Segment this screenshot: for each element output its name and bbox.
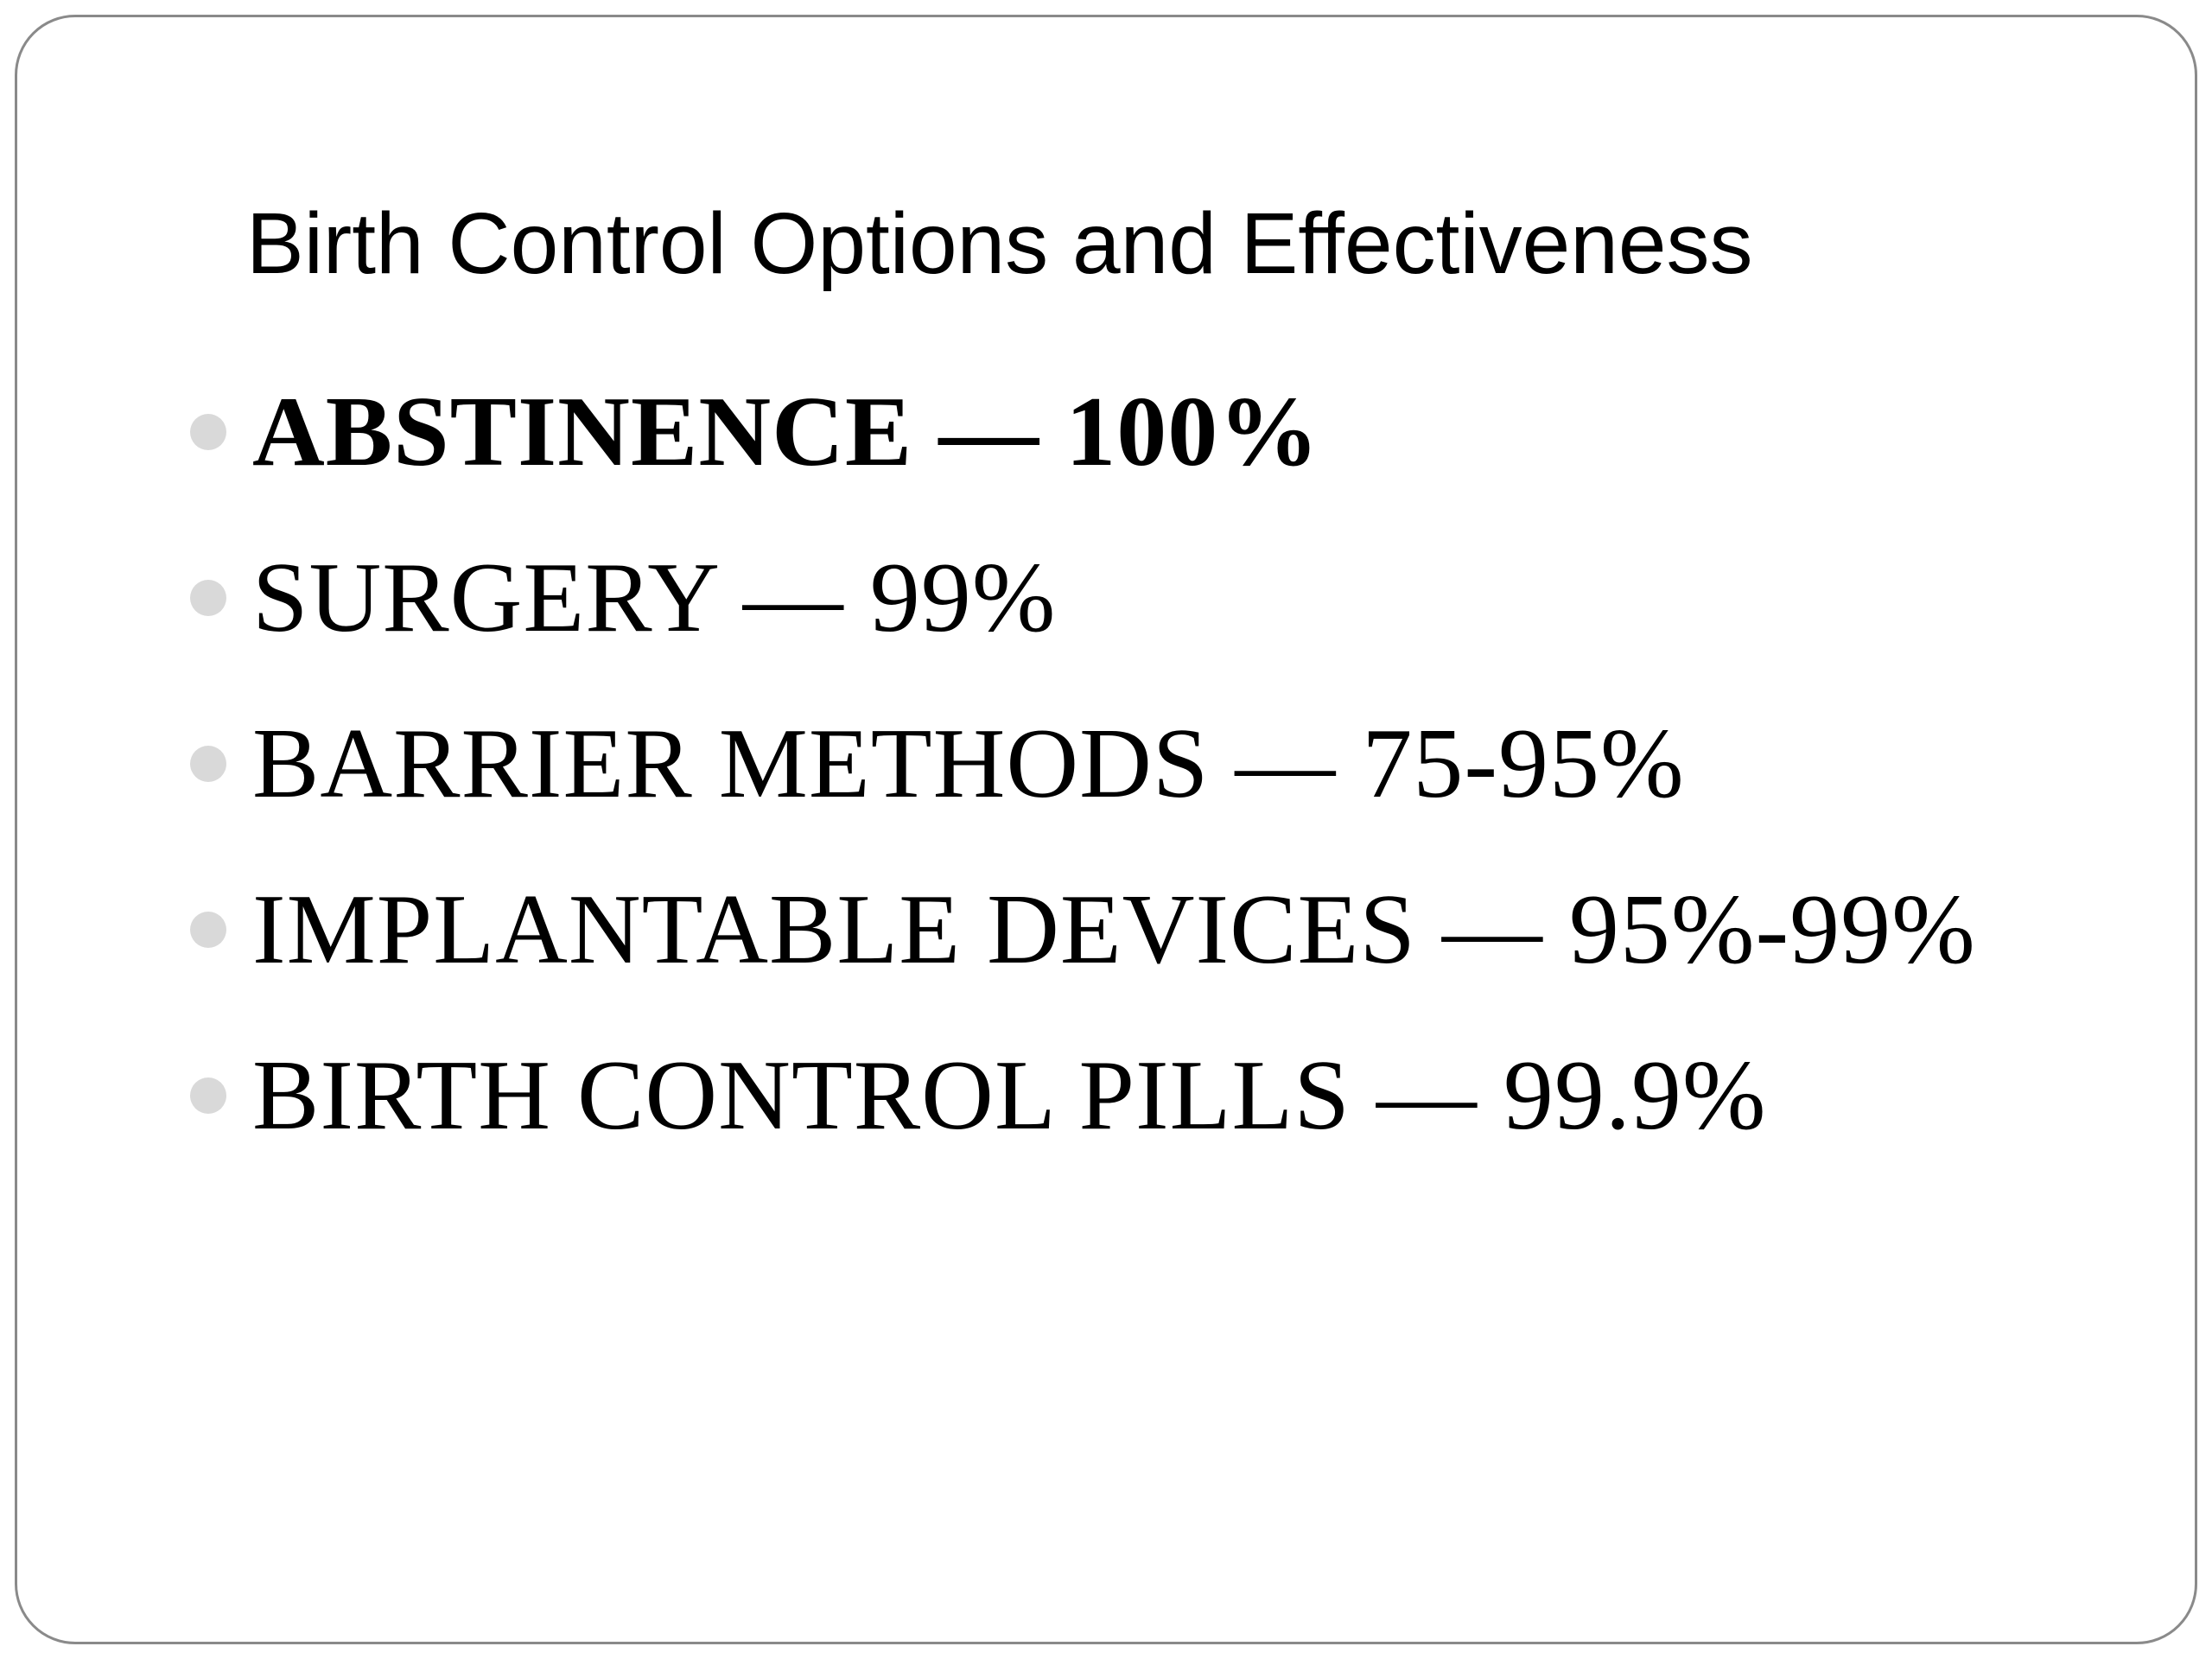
bullet-dot-icon — [190, 580, 226, 616]
list-item-text: ABSTINENCE — 100% — [252, 377, 1320, 487]
list-item-text: SURGERY — 99% — [252, 543, 1057, 653]
slide-title: Birth Control Options and Effectiveness — [246, 195, 1753, 292]
bullet-dot-icon — [190, 912, 226, 948]
list-item — [190, 543, 1057, 653]
list-item — [190, 377, 1320, 487]
list-item — [190, 709, 1685, 819]
list-item — [190, 1040, 1767, 1151]
bullet-dot-icon — [190, 1077, 226, 1114]
list-item-text: BARRIER METHODS — 75-95% — [252, 709, 1685, 819]
list-item-text: IMPLANTABLE DEVICES — 95%-99% — [252, 874, 1976, 985]
bullet-dot-icon — [190, 746, 226, 782]
list-item-text: BIRTH CONTROL PILLS — 99.9% — [252, 1040, 1767, 1151]
bullet-dot-icon — [190, 414, 226, 450]
list-item — [190, 874, 1976, 985]
